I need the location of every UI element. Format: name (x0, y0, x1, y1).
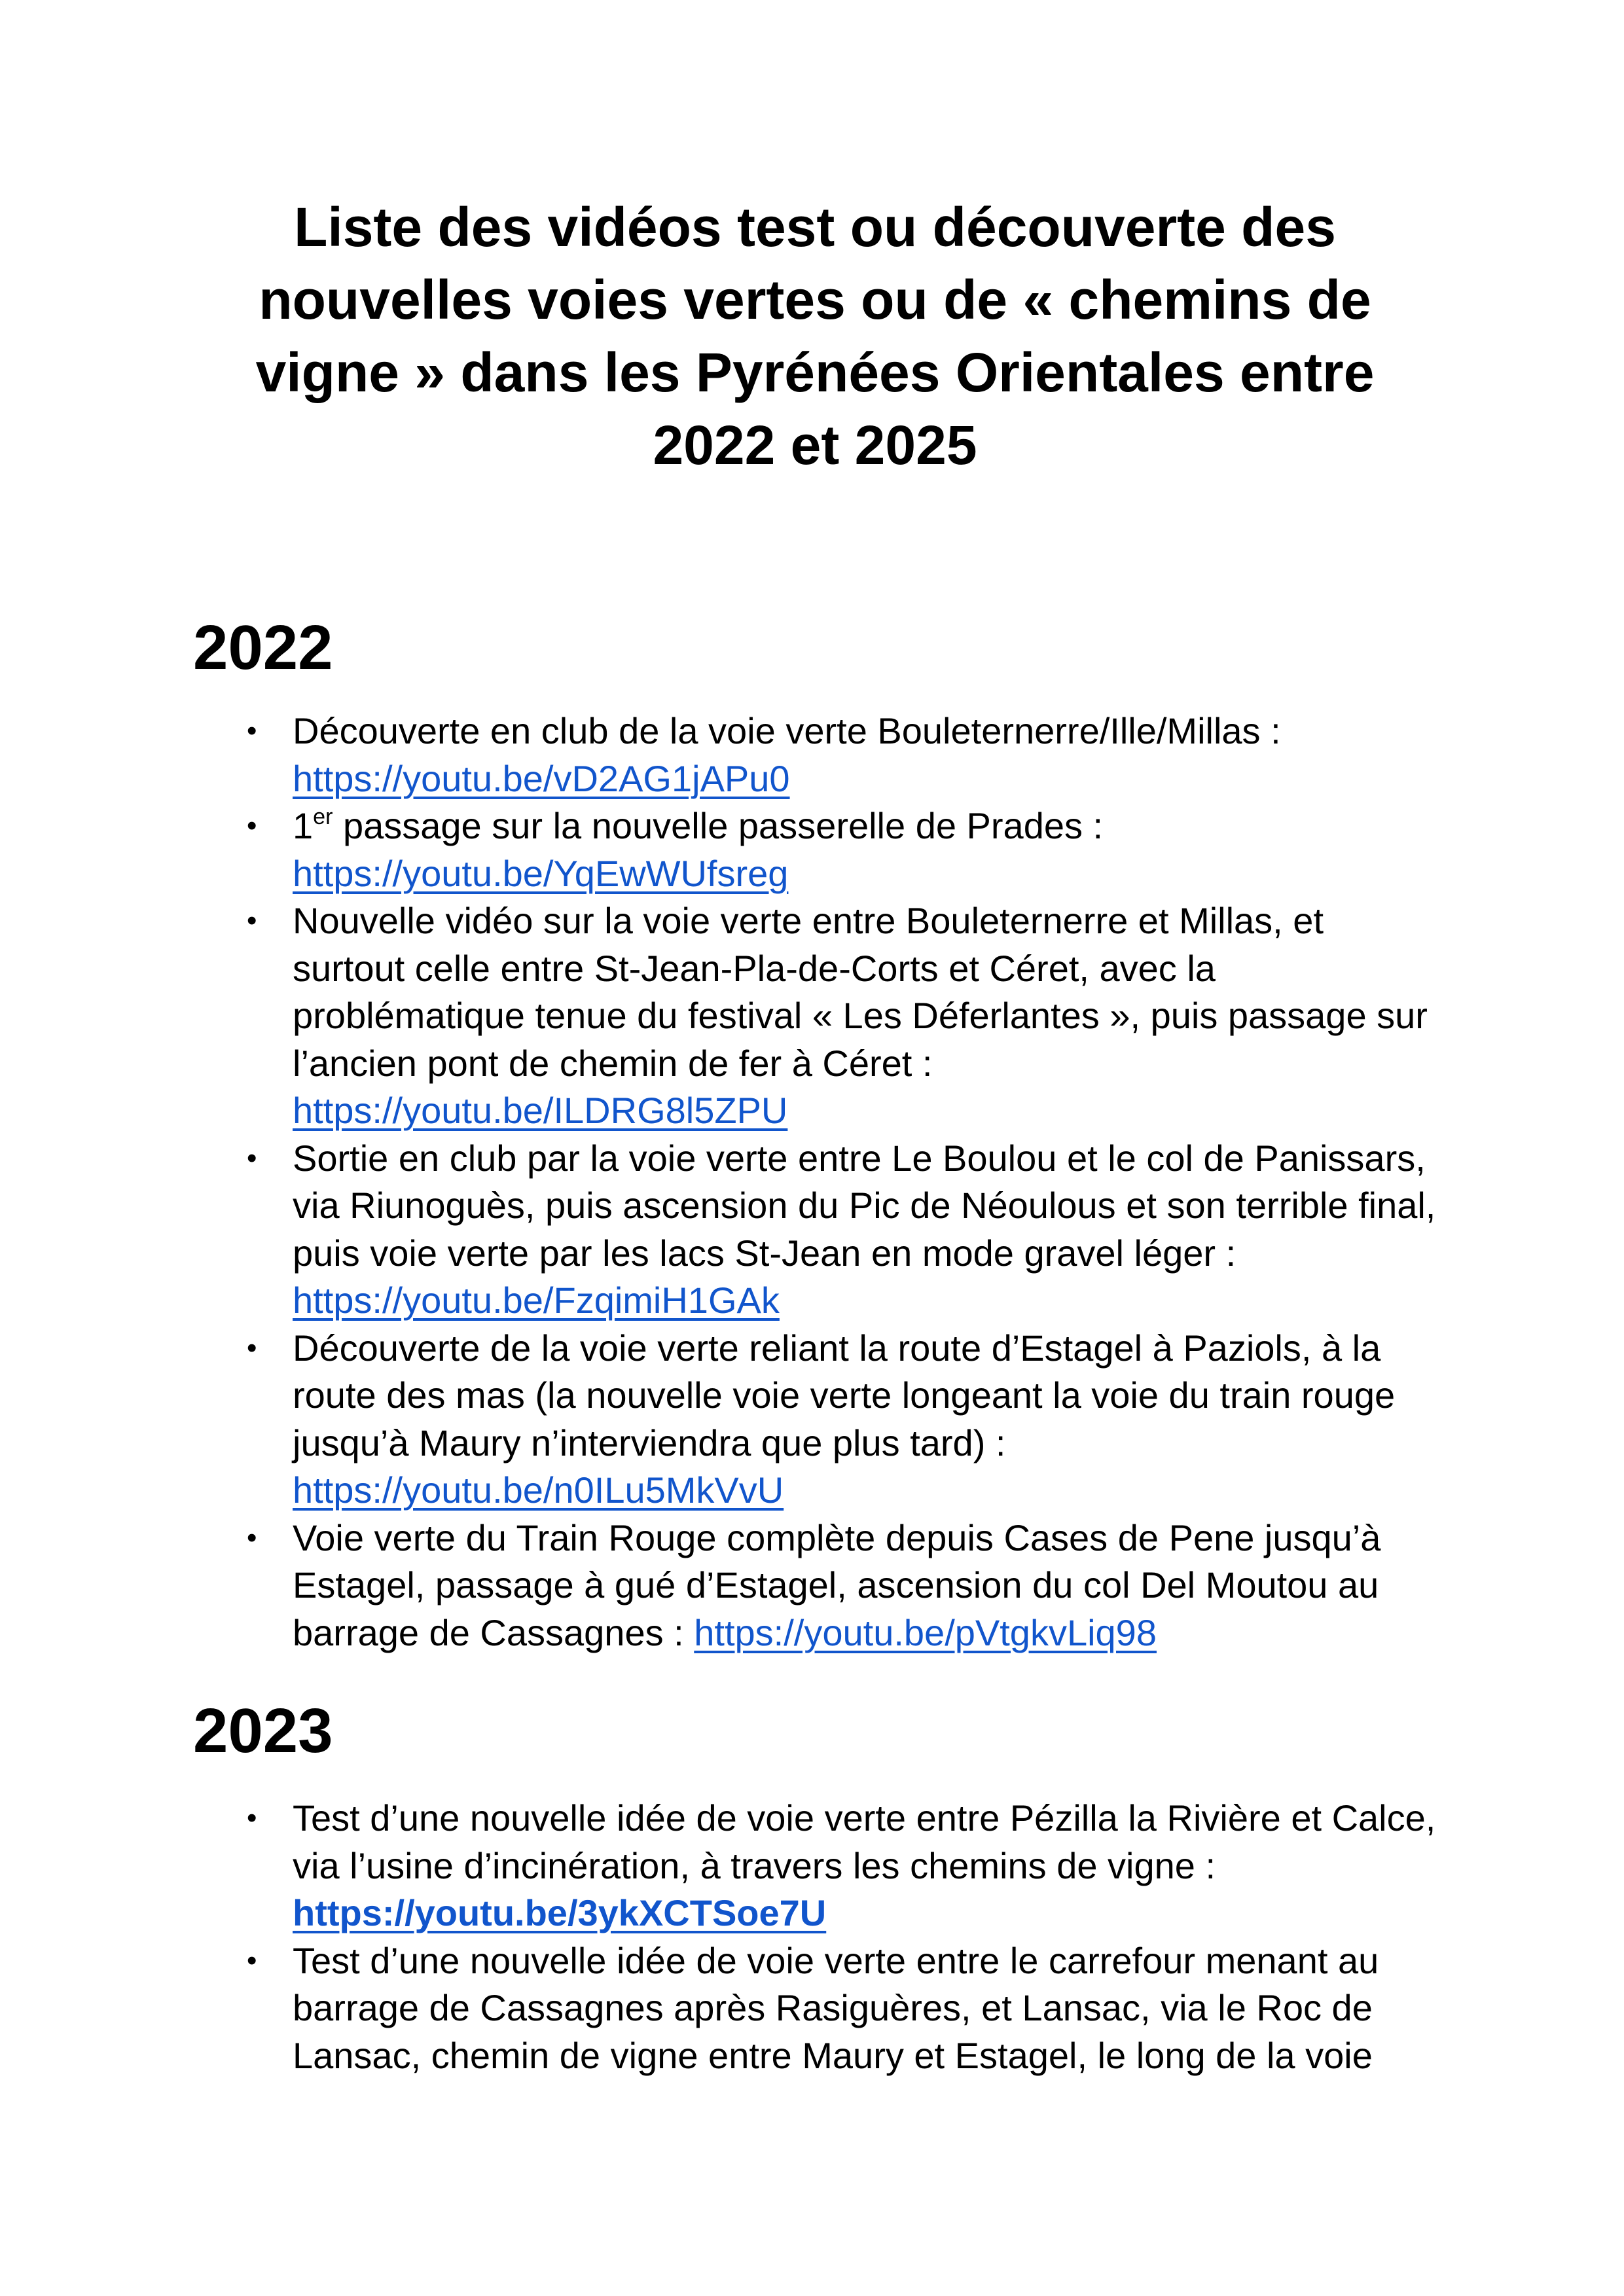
ordinal-number: 1 (293, 805, 314, 846)
bullet-icon: • (247, 810, 257, 842)
list-item (193, 802, 1437, 897)
bullet-icon: • (247, 1802, 257, 1834)
list-item (193, 1135, 1437, 1325)
item-description: Découverte de la voie verte reliant la route d’Estagel à Paziols, à la route des mas (la nouvelle voie verte longeant la voie du train rouge jusqu’à Maury n’interviendra que plus tard) : (293, 1327, 1396, 1463)
list-item (193, 1515, 1437, 1657)
video-link[interactable]: https://youtu.be/vD2AG1jAPu0 (293, 757, 790, 799)
video-link[interactable]: https://youtu.be/3ykXCTSoe7U (293, 1892, 827, 1933)
video-link[interactable]: https://youtu.be/n0ILu5MkVvU (293, 1469, 784, 1511)
video-list-2023 (193, 1795, 1437, 2079)
item-description: Test d’une nouvelle idée de voie verte entre Pézilla la Rivière et Calce, via l’usine d’incinération, à travers les chemins de vigne : (293, 1797, 1436, 1886)
section-heading-2023: 2023 (193, 1696, 333, 1766)
video-link[interactable]: https://youtu.be/FzqimiH1GAk (293, 1280, 780, 1321)
bullet-icon: • (247, 1944, 257, 1977)
list-item (193, 708, 1437, 802)
document-title: Liste des vidéos test ou découverte des nouvelles voies vertes ou de « chemins de vigne » dans les Pyrénées Orientales entre 2022 et 2025 (255, 196, 1375, 476)
video-list-2022 (193, 708, 1437, 1657)
ordinal-suffix: er (313, 804, 333, 829)
item-description: Nouvelle vidéo sur la voie verte entre Bouleternerre et Millas, et surtout celle entre St-Jean-Pla-de-Corts et Céret, avec la problématique tenue du festival « Les Déferlantes », puis passage sur l’ancien pont de chemin de fer à Céret : (293, 900, 1428, 1084)
video-link[interactable]: https://youtu.be/YqEwWUfsreg (293, 852, 789, 894)
item-description: Découverte en club de la voie verte Bouleternerre/Ille/Millas : (293, 710, 1281, 751)
list-item (193, 1795, 1437, 1937)
bullet-icon: • (247, 1521, 257, 1554)
bullet-icon: • (247, 1331, 257, 1364)
section-heading-2022: 2022 (193, 613, 333, 683)
list-item (193, 1325, 1437, 1515)
item-description: Sortie en club par la voie verte entre Le Boulou et le col de Panissars, via Riunoguès, puis ascension du Pic de Néoulous et son terrible final, puis voie verte par les lacs St-Jean en mode gravel léger : (293, 1137, 1436, 1274)
bullet-icon: • (247, 715, 257, 747)
video-link[interactable]: https://youtu.be/ILDRG8l5ZPU (293, 1090, 788, 1131)
video-link[interactable]: https://youtu.be/pVtgkvLiq98 (694, 1611, 1157, 1653)
bullet-icon: • (247, 1141, 257, 1174)
item-description: Test d’une nouvelle idée de voie verte entre le carrefour menant au barrage de Cassagnes après Rasiguères, et Lansac, via le Roc de Lansac, chemin de vigne entre Maury et Estagel, le long de la voie (293, 1939, 1379, 2076)
list-item (193, 897, 1437, 1135)
list-item (193, 1937, 1437, 2080)
item-description: Voie verte du Train Rouge complète depuis Cases de Pene jusqu’à Estagel, passage à gué d’Estagel, ascension du col Del Moutou au barrage de Cassagnes : (293, 1516, 1381, 1653)
item-description: passage sur la nouvelle passerelle de Prades : (333, 805, 1104, 846)
bullet-icon: • (247, 905, 257, 937)
